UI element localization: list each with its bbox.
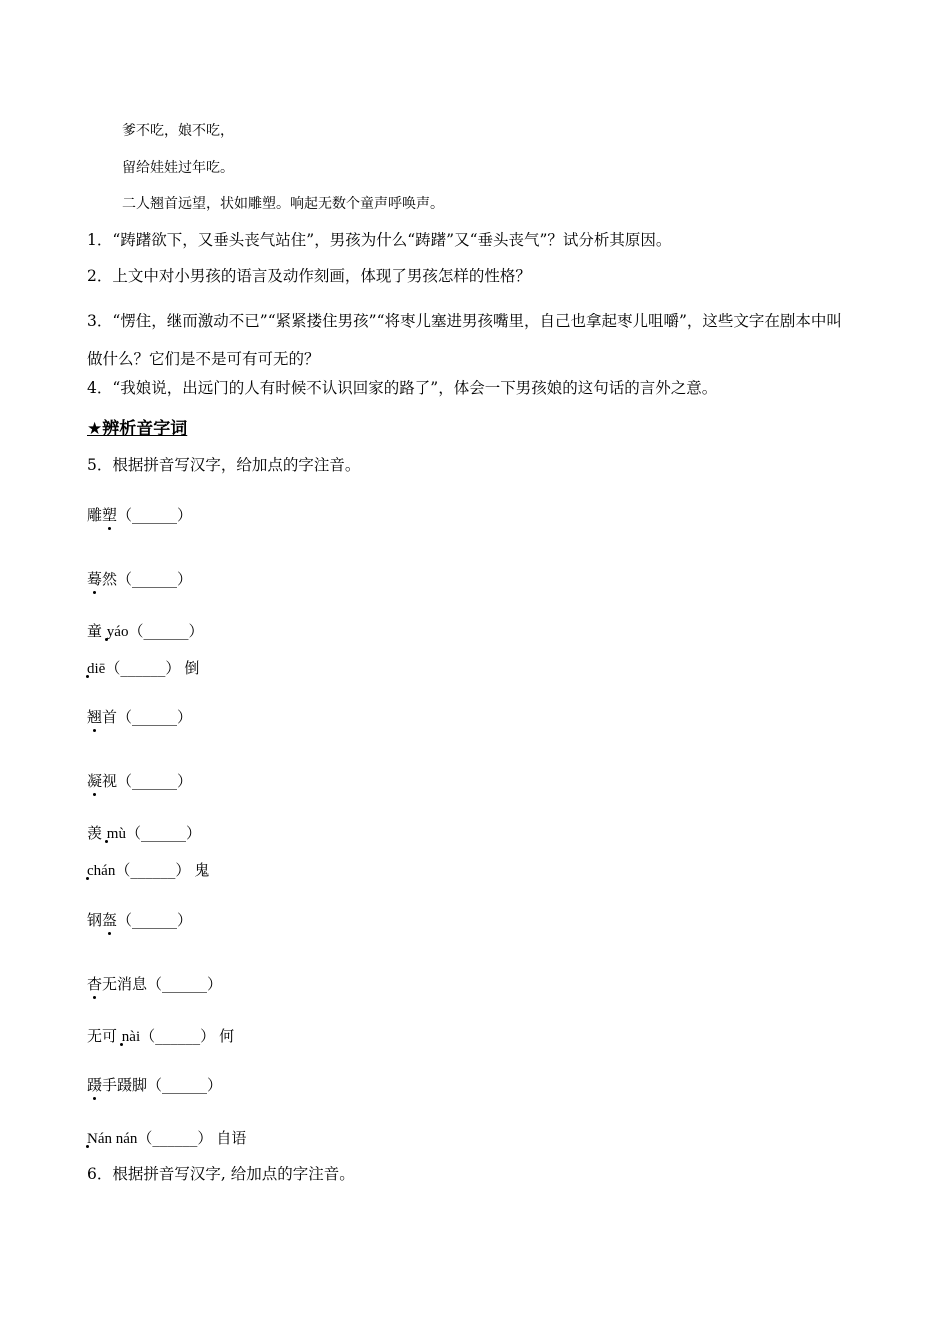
item-text: nài <box>121 1029 141 1045</box>
dotted-char: 杳 <box>87 975 103 993</box>
question-text: “踌躇欲下，又垂头丧气站住”，男孩为什么“踌躇”又“垂头丧气”？试分析其原因。 <box>112 231 672 249</box>
item-text: chán <box>87 863 116 879</box>
item-text: 童 <box>87 622 107 640</box>
question-number: 2． <box>87 267 113 285</box>
question-1 <box>87 229 671 251</box>
item-text: diē <box>87 661 106 677</box>
answer-blank[interactable]: （______） <box>147 975 223 993</box>
answer-blank[interactable]: （______） <box>105 659 181 677</box>
answer-blank[interactable]: （______） <box>125 824 201 842</box>
question-number: 5． <box>87 456 113 474</box>
dotted-char: 翘 <box>87 708 103 726</box>
item-text: 何 <box>219 1027 235 1045</box>
question-number: 3． <box>87 312 113 330</box>
pinyin-item <box>87 505 192 525</box>
question-text: 根据拼音写汉字, 给加点的字注音。 <box>112 1165 355 1183</box>
pinyin-item <box>87 1075 222 1095</box>
answer-blank[interactable]: （______） <box>117 506 193 524</box>
question-number: 4． <box>87 379 113 397</box>
question-5 <box>87 454 360 476</box>
poem-line-2: 留给娃娃过年吃。 <box>122 160 234 176</box>
pinyin-item <box>87 910 192 930</box>
item-text: mù <box>106 826 126 842</box>
item-text: 雕 <box>87 506 103 524</box>
item-text: 首 <box>102 708 118 726</box>
answer-blank[interactable]: （______） <box>147 1076 223 1094</box>
item-text: 无消息 <box>102 975 148 993</box>
item-text: 无可 <box>87 1027 122 1045</box>
question-number: 1． <box>87 231 113 249</box>
question-3 <box>87 302 852 378</box>
item-text: 倒 <box>184 659 200 677</box>
question-2 <box>87 265 531 287</box>
pinyin-item <box>87 1128 246 1149</box>
item-text: 羡 <box>87 824 107 842</box>
pinyin-item <box>87 707 192 727</box>
item-text: yáo <box>106 624 129 640</box>
answer-blank[interactable]: （______） <box>115 861 191 879</box>
pinyin-item <box>87 569 192 589</box>
pinyin-item <box>87 658 199 679</box>
answer-blank[interactable]: （______） <box>140 1027 216 1045</box>
question-4 <box>87 377 717 399</box>
pinyin-item <box>87 823 201 844</box>
answer-blank[interactable]: （______） <box>137 1129 213 1147</box>
pinyin-item <box>87 771 192 791</box>
item-text: 钢 <box>87 911 103 929</box>
dotted-char: 蓦 <box>87 570 103 588</box>
answer-blank[interactable]: （______） <box>128 622 204 640</box>
item-text: 视 <box>102 772 118 790</box>
dotted-char: 塑 <box>102 506 118 524</box>
item-text: 然 <box>102 570 118 588</box>
dotted-char: 凝 <box>87 772 103 790</box>
question-6 <box>87 1163 355 1185</box>
item-text: 自语 <box>216 1129 247 1147</box>
item-text: Nán nán <box>87 1131 138 1147</box>
poem-line-1: 爹不吃，娘不吃， <box>122 123 234 139</box>
pinyin-item <box>87 621 203 642</box>
answer-blank[interactable]: （______） <box>117 708 193 726</box>
question-text: 根据拼音写汉字，给加点的字注音。 <box>112 456 361 474</box>
pinyin-item <box>87 1026 234 1047</box>
answer-blank[interactable]: （______） <box>117 570 193 588</box>
question-number: 6． <box>87 1165 113 1183</box>
pinyin-item <box>87 974 222 994</box>
dotted-char: 蹑 <box>87 1076 103 1094</box>
question-text: “我娘说，出远门的人有时候不认识回家的路了”，体会一下男孩娘的这句话的言外之意。 <box>112 379 718 397</box>
item-text: 鬼 <box>194 861 210 879</box>
question-text: “愣住，继而激动不已”“紧紧搂住男孩”“将枣儿塞进男孩嘴里，自己也拿起枣儿咀嚼”，这些文字在剧本中叫做什么？它们是不是可有可无的？ <box>87 312 842 368</box>
poem-line-3: 二人翘首远望，状如雕塑。响起无数个童声呼唤声。 <box>122 196 444 212</box>
question-text: 上文中对小男孩的语言及动作刻画，体现了男孩怎样的性格？ <box>112 267 531 285</box>
answer-blank[interactable]: （______） <box>117 911 193 929</box>
answer-blank[interactable]: （______） <box>117 772 193 790</box>
item-text: 手蹑脚 <box>102 1076 148 1094</box>
pinyin-item <box>87 860 209 881</box>
section-heading: ★辨析音字词 <box>87 419 188 439</box>
dotted-char: 盔 <box>102 911 118 929</box>
